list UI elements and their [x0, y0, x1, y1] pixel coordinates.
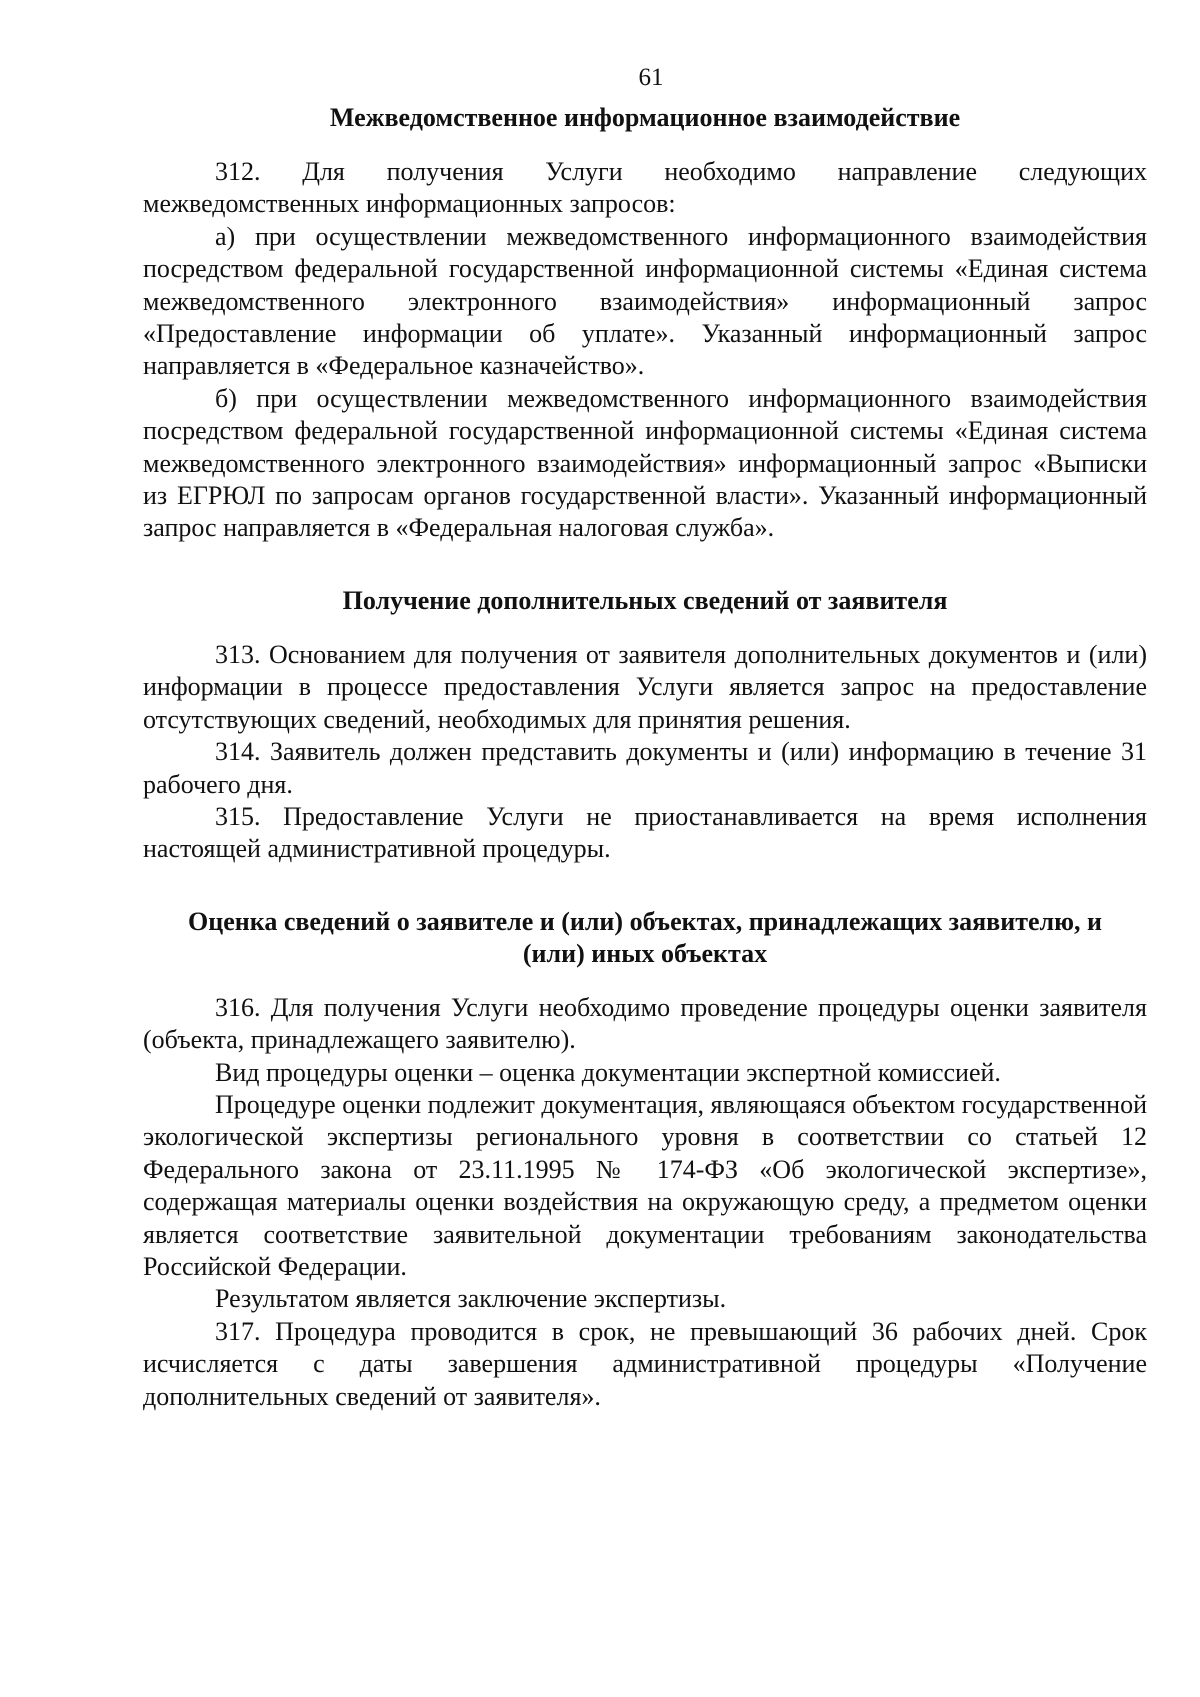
section-heading-additional-info: Получение дополнительных сведений от заявителя: [342, 585, 948, 615]
paragraph-315: 315. Предоставление Услуги не приостанавливается на время исполнения настоящей административной процедуры.: [143, 801, 1147, 864]
paragraph-316: 316. Для получения Услуги необходимо проведение процедуры оценки заявителя (объекта, принадлежащего заявителю).: [143, 992, 1147, 1055]
paragraph-312-b: б) при осуществлении межведомственного информационного взаимодействия посредством федеральной государственной информационной системы «Единая система межведомственного электронного взаимодействия» информационный запрос «Выписки из ЕГРЮЛ по запросам органов государственной власти». Указанный информационный запрос направляется в «Федеральная налоговая служба».: [143, 383, 1147, 543]
section-heading-assessment-line2: (или) иных объектах: [522, 938, 768, 968]
paragraph-314: 314. Заявитель должен представить документы и (или) информацию в течение 31 рабочего дня.: [143, 737, 1147, 799]
paragraph-assessment-type: Вид процедуры оценки – оценка документации экспертной комиссией.: [215, 1057, 1001, 1087]
section-heading-assessment-line1: Оценка сведений о заявителе и (или) объектах, принадлежащих заявителю, и: [188, 906, 1102, 936]
section-heading-assessment: [143, 906, 1147, 970]
page-number: 61: [638, 64, 664, 91]
paragraph-assessment-subject: Процедуре оценки подлежит документация, являющаяся объектом государственной экологической экспертизы регионального уровня в соответствии со статьей 12 Федерального закона от 23.11.1995 № 174-ФЗ «Об экологической экспертизе», содержащая материалы оценки воздействия на окружающую среду, а предметом оценки является соответствие заявительной документации требованиям законодательства Российской Федерации.: [143, 1089, 1147, 1281]
paragraph-317: 317. Процедура проводится в срок, не превышающий 36 рабочих дней. Срок исчисляется с даты завершения административной процедуры «Получение дополнительных сведений от заявителя».: [143, 1316, 1147, 1411]
paragraph-312-a: а) при осуществлении межведомственного информационного взаимодействия посредством федеральной государственной информационной системы «Единая система межведомственного электронного взаимодействия» информационный запрос «Предоставление информации об уплате». Указанный информационный запрос направляется в «Федеральное казначейство».: [143, 221, 1147, 381]
section-heading-interagency: Межведомственное информационное взаимодействие: [329, 103, 961, 132]
paragraph-assessment-result: Результатом является заключение экспертизы.: [215, 1284, 727, 1314]
paragraph-313: 313. Основанием для получения от заявителя дополнительных документов и (или) информации в процессе предоставления Услуги является запрос на предоставление отсутствующих сведений, необходимых для принятия решения.: [143, 639, 1147, 734]
document-page: [143, 62, 1147, 1413]
paragraph-312: 312. Для получения Услуги необходимо направление следующих межведомственных информационных запросов:: [143, 157, 1147, 219]
